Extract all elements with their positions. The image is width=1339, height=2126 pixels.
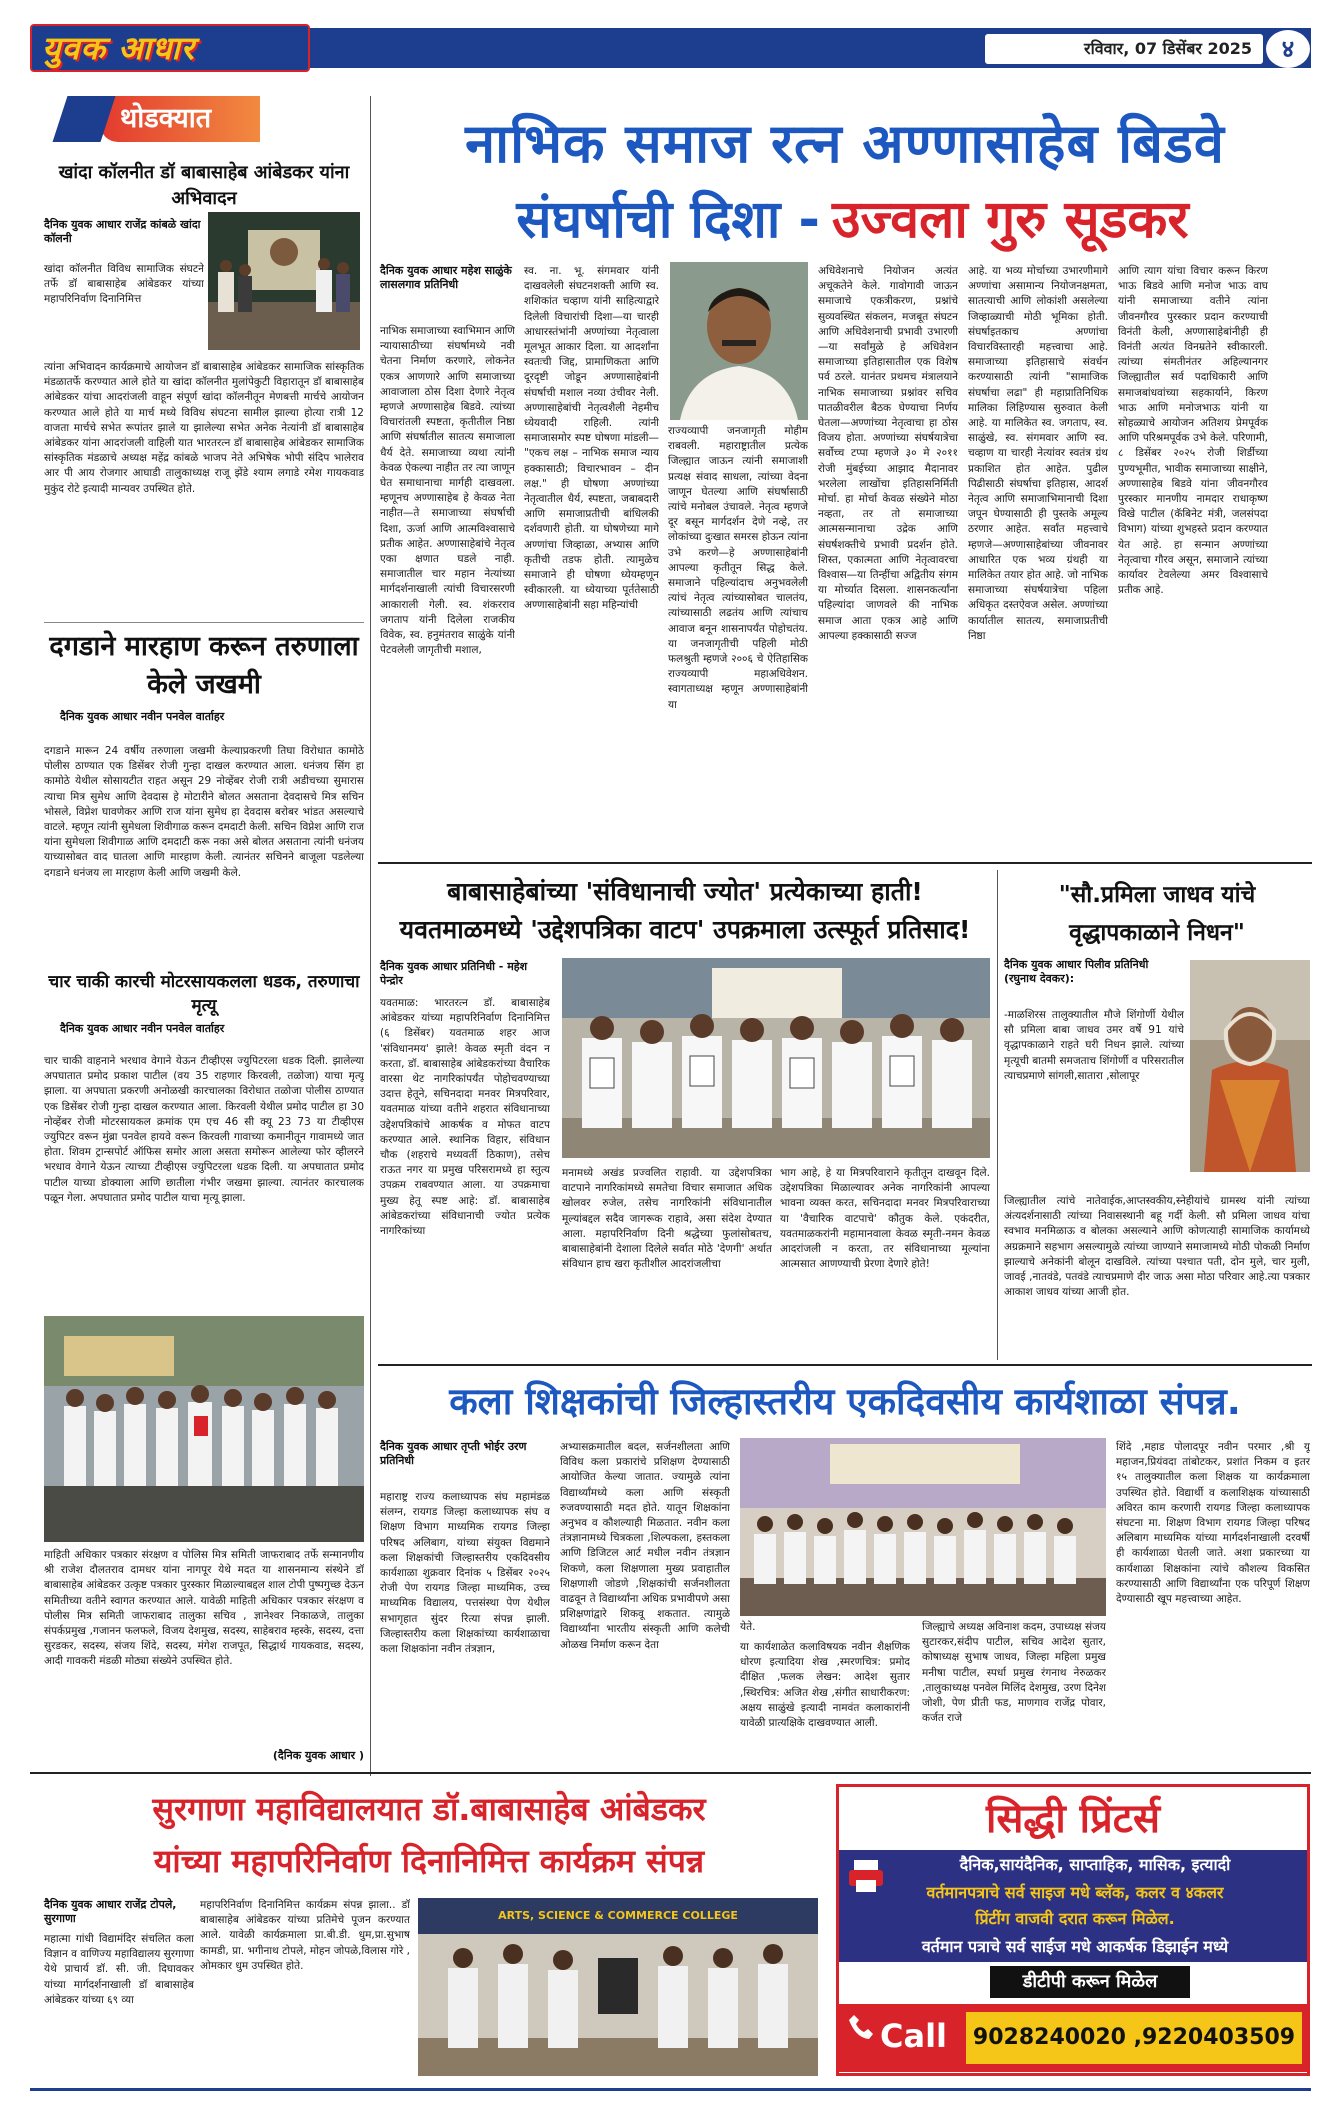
kala-photo xyxy=(740,1438,1106,1616)
page-number: ४ xyxy=(1266,30,1310,68)
sidebar-story3-body: चार चाकी वाहनाने भरधाव वेगाने येऊन टीव्हीएस ज्युपिटरला धडक दिली. झालेल्या अपघातात प्रमोद प्रकाश पाटील (वय 35 राहणार किरवली, तळोजा) याचा मृत्यू झाला. या अपघाता प्रकरणी अनोळखी कारचालका विरोधात तळोजा पोलीस ठाण्यात एक डिसेंबर रोजी गुन्हा दाखल करण्यात आला. किरवली येथील प्रमोद पाटील हा 30 नोव्हेंबर रोजी मोटरसायकल क्रमांक एम एच 46 सी क्यू 23 73 या टीव्हीएस ज्युपिटर वरून मुंब्रा पनवेल हायवे वरून किरवली गावाच्या कमानीतून गावामध्ये जात होता. शिवम ट्रान्सपोर्ट ऑफिस समोर आला असता समोरून आलेल्या फोर व्हीलरने भरधाव वेगाने येऊन त्याच्या टीव्हीएस ज्युपिटरला धडक दिली. या अपघातात प्रमोद पाटील याच्या डोक्याला आणि छातीला गंभीर जखमा झाल्या. त्यानंतर कारचालक पळून गेला. अपघातात प्रमोद पाटील याचा मृत्यू झाला. xyxy=(44,1055,364,1204)
sidebar-story1-photo xyxy=(208,212,360,350)
kala-col4: जिल्ह्याचे अध्यक्ष अविनाश कदम, उपाध्यक्ष संजय सुटारकर,संदीप पाटील, सचिव आदेश सुतार, कोषाध्यक्ष सुभाष जाधव, जिल्हा महिला प्रमुख मनीषा पाटील, स्पर्धा प्रमुख रंगनाथ नेरुळकर ,तालुकाध्यक्ष पनवेल मिलिंद देशमुख, उरण दिनेश जोशी, पेण प्रीती फड, माणगाव राजेंद्र पोवार, कर्जत राजे xyxy=(922,1621,1106,1725)
samvidhan-obit-rule xyxy=(997,870,998,1360)
lead-col6: आणि त्याग यांचा विचार करून किरण भाऊ बिडवे आणि मनोज भाऊ वाघ यांनी समाजाच्या वतीने त्यांना जीवनगौरव पुरस्कार प्रदान करण्याची विनंती केली, अण्णासाहेबांनीही ही विनंती अत्यंत विनम्रतेने स्वीकारली. त्यांच्या संमतीनंतर अहिल्यानगर जिल्ह्यातील सर्व पदाधिकारी आणि समाजबांधवांच्या सहकार्याने, किरण भाऊ आणि मनोजभाऊ यांनी या सोहळ्याचे आयोजन अतिशय प्रेमपूर्वक आणि परिश्रमपूर्वक उभे केले. परिणामी, ८ डिसेंबर २०२५ रोजी शिर्डीच्या पुण्यभूमीत, भावीक समाजाच्या साक्षीने, अण्णासाहेब बिडवे यांना जीवनगौरव पुरस्कार मानणीय नामदार राधाकृष्ण विखे पाटील (कॅबिनेट मंत्री, जलसंपदा विभाग) यांच्या शुभहस्ते प्रदान करण्यात येत आहे. हा सन्मान अण्णांच्या नेतृत्वाचा गौरव असून, समाजाने त्यांच्या कार्यावर टेवलेल्या अमर विश्वासाचे प्रतीक आहे. xyxy=(1118,265,1268,597)
sidebar-story4-credit: (दैनिक युवक आधार ) xyxy=(272,1749,364,1762)
phone-icon xyxy=(846,2012,876,2042)
samvidhan-headline-line1: बाबासाहेबांच्या 'संविधानाची ज्योत' प्रत्येकाच्या हाती! xyxy=(447,877,923,906)
advert-line2: वर्तमानपत्राचे सर्व साइज मधे ब्लॅक, कलर व ४कलर xyxy=(926,1883,1224,1902)
kala-col3: या कार्यशाळेत कलाविषयक नवीन शैक्षणिक धोरण इत्यादिया शेख ,स्मरणचित्र: प्रमोद दीक्षित ,फलक लेखन: आदेश सुतार ,स्थिरचित्र: अजित शेख ,संगीत साधारीकरण: अक्षय साळुंखे इत्यादी नामवंत कलाकारांनी यावेळी प्रात्यक्षिके दाखवण्यात आली. xyxy=(740,1641,910,1730)
sidebar-story4-photo xyxy=(44,1316,364,1542)
sidebar-story2-headline: दगडाने मारहाण करून तरुणाला केले जखमी xyxy=(49,631,359,700)
kala-col3-top: येते. xyxy=(740,1621,756,1633)
obituary-col-wide: जिल्ह्यातील त्यांचे नातेवाईक,आप्तस्वकीय,स्नेहीयांचे ग्रामस्थ यांनी त्यांच्या अंत्यदर्शनासाठी त्यांच्या निवासस्थानी बहू गर्दी केली. सौ प्रमिला जाधव यांचा स्वभाव मनमिळाऊ व बोलका असल्याने आणि कोणत्याही सामाजिक कार्यामध्ये अग्रक्रमाने सहभाग असल्यामुळे त्यांच्या जाण्याने समाजामध्ये मोठी पोकळी निर्माण झाल्याचे अनेकांनी बोलून दाखविले. त्यांच्या पश्चात पती, दोन मुले, चार मुली, जावई ,नातवंडे, पतवंडे त्याचप्रमाणे दीर जाऊ असा मोठा परिवार आहे.त्या पत्रकार आकाश जाधव यांच्या आजी होत. xyxy=(1004,1195,1310,1299)
kala-headline: कला शिक्षकांची जिल्हास्तरीय एकदिवसीय कार्यशाळा संपन्न. xyxy=(449,1380,1241,1423)
samvidhan-col1: यवतमाळ: भारतरत्न डॉ. बाबासाहेब आंबेडकर यांच्या महापरिनिर्वाण दिनानिमित्त (६ डिसेंबर) यवतमाळ शहर आज 'संविधानमय' झाले! केवळ स्मृती वंदन न करता, डॉ. बाबासाहेब आंबेडकरांच्या वैचारिक वारसा थेट नागरिकांपर्यंत पोहोचवण्याच्या उदात्त हेतूने, सचिनदादा मनवर मित्रपरिवार, यवतमाळ यांच्या वतीने शहरात संविधानाच्या उद्देशपत्रिकांचे आकर्षक व मोफत वाटप करण्यात आले. स्थानिक विहार, संविधान चौक (शहराचे मध्यवर्ती ठिकाण), तसेच राऊत नगर या प्रमुख परिसरामध्ये हा स्तुत्य उपक्रम राबवण्यात आला. या उपक्रमाचा मुख्य हेतू स्पष्ट आहे: डॉ. बाबासाहेब आंबेडकरांच्या संविधानाची ज्योत प्रत्येक नागरिकांच्या xyxy=(380,997,550,1238)
samvidhan-byline: दैनिक युवक आधार प्रतिनिधी - महेश पेन्द्रोर xyxy=(380,960,528,987)
samvidhan-headline-line2: यवतमाळमध्ये 'उद्देशपत्रिका वाटप' उपक्रमाला उत्स्फूर्त प्रतिसाद! xyxy=(399,915,971,944)
advert-title: सिद्धी प्रिंटर्स xyxy=(986,1796,1160,1842)
sidebar-story3-byline: दैनिक युवक आधार नवीन पनवेल वार्ताहर xyxy=(60,1022,225,1035)
lead-col1: नाभिक समाजाच्या स्वाभिमान आणि न्यायासाठीच्या संघर्षामध्ये नवी चेतना निर्माण करणारे, लोकनेत एकत्र आणणारे आणि समाजाच्या आवाजाला ठोस दिशा देणारे नेतृत्व म्हणजे अण्णासाहेब बिडवे. त्यांच्या विचारांतली स्पष्टता, कृतीतील निष्ठा आणि संघर्षातील सातत्य समाजाला धैर्य देते. समाजाच्या व्यथा त्यांनी केवळ ऐकल्या नाहीत तर त्या जाणून घेत समाधानाचा मार्गही दाखवला. म्हणूनच अण्णासाहेब हे केवळ नेता नाहीत—ते समाजाच्या संघर्षाची दिशा, ऊर्जा आणि आत्मविश्वासाचे प्रतीक आहेत. अण्णासाहेबांचे नेतृत्व एका क्षणात घडले नाही. समाजातील चार महान नेत्यांच्या मार्गदर्शनाखाली त्यांची विचारसरणी आकाराली गेली. स्व. शंकरराव जगताप यांनी दिलेला राजकीय विवेक, स्व. हनुमंतराव साळुंके यांनी पेटवलेली जागृतीची मशाल, xyxy=(380,325,515,657)
lead-portrait xyxy=(670,262,808,420)
sidebar-story2-byline: दैनिक युवक आधार नवीन पनवेल वार्ताहर xyxy=(60,710,225,723)
kala-col2: अभ्यासक्रमातील बदल, सर्जनशीलता आणि विविध कला प्रकारांचे प्रशिक्षण देण्यासाठी आयोजित केल्या जातात. ज्यामुळे त्यांना विद्यार्थ्यांमध्ये कला आणि संस्कृती रुजवण्यासाठी मदत होते. यातून शिक्षकांना अनुभव व कौशल्याही मिळतात. नवीन कला तंत्रज्ञानामध्ये चित्रकला ,शिल्पकला, हस्तकला आणि डिजिटल आर्ट मधील नवीन तंत्रज्ञान शिकणे, कला शिक्षणाला मुख्य प्रवाहातील शिक्षणाशी जोडणे ,शिक्षकांची सर्जनशीलता वाढवून ते विद्यार्थ्यांना अधिक प्रभावीपणे असा प्रशिक्षणांद्वारे शिकवू शकतात. त्यामुळे विद्यार्थ्यांना भारतीय संस्कृती आणि कलेची ओळख निर्माण करून देता xyxy=(560,1441,730,1651)
obituary-col-narrow: -माळशिरस तालुक्यातील मौजे शिंगोर्णी येथील सौ प्रमिला बाबा जाधव उमर वर्षे 91 यांचे वृद्धापकाळाने राहते घरी निधन झाले. त्यांच्या मृत्यूची बातमी समजताच शिंगोर्णी व परिसरातील त्याचप्रमाणे सांगली,सातारा ,सोलापूर xyxy=(1004,1009,1184,1082)
samvidhan-photo xyxy=(562,958,990,1158)
advert-line1: दैनिक,सायंदैनिक, साप्ताहिक, मासिक, इत्यादी xyxy=(959,1855,1231,1874)
lead-headline-line1: नाभिक समाज रत्न अण्णासाहेब बिडवे xyxy=(465,112,1225,175)
bottom-section-rule xyxy=(30,1772,1311,1774)
surgana-col2: महापरिनिर्वाण दिनानिमित्त कार्यक्रम संपन्न झाला.. डॉ बाबासाहेब आंबेडकर यांच्या प्रतिमेचे पूजन करण्यात आले. यावेळी कार्यक्रमाला प्रा.बी.डी. धुम,प्रा.सुभाष कामडी, प्रा. भगीनाथ टोपले, मोहन जोपळे,विलास गोरे , ओमकार धुम उपस्थित होते. xyxy=(200,1899,410,1972)
advert-line4: वर्तमान पत्राचे सर्व साईज मधे आकर्षक डिझाईन मध्ये xyxy=(921,1937,1229,1956)
obituary-portrait xyxy=(1190,960,1310,1172)
sidebar-section-label: थोडक्यात xyxy=(120,103,212,134)
kala-col5: शिंदे ,महाड पोलादपूर नवीन परमार ,श्री यू महाजन,प्रियंवदा तांबोटकर, प्रशांत निकम व इतर १५ तालुक्यातील कला शिक्षक या कार्यक्रमाला उपस्थित होते. विद्यार्थी व कलाशिक्षक यांच्यासाठी अविरत काम करणारी रायगड जिल्हा कलाध्यापक संघटना मा. शिक्षण विभाग रायगड जिल्हा परिषद अलिबाग माध्यमिक यांच्या मार्गदर्शनाखाली दरवर्षी ही कार्यशाळा घेतली जाते. अशा प्रकारच्या या कार्यशाळा शिक्षकांना त्यांचे कौशल्य विकसित करण्यासाठी आणि विद्यार्थ्यांना एक परिपूर्ण शिक्षण देण्यासाठी खूप महत्त्वाच्या आहेत. xyxy=(1116,1441,1310,1606)
footer-rule xyxy=(30,2088,1311,2091)
sidebar-column-rule xyxy=(370,96,371,1776)
surgana-byline: दैनिक युवक आधार राजेंद्र टोपले, सुरगाणा xyxy=(44,1898,177,1925)
surgana-col1: महात्मा गांधी विद्यामंदिर संचलित कला विज्ञान व वाणिज्य महाविद्यालय सुरगाणा येथे प्राचार्य डॉ. सी. जी. दिघावकर यांच्या मार्गदर्शनाखाली डॉ बाबासाहेब आंबेडकर यांच्या ६९ व्या xyxy=(44,1933,194,2006)
samvidhan-col2: मनामध्ये अखंड प्रज्वलित राहावी. या उद्देशपत्रिका वाटपाने नागरिकांमध्ये समतेचा विचार समाजात अधिक खोलवर रुजेल, तसेच नागरिकांनी संविधानातील मूल्यांबद्दल सदैव जागरूक राहावे, असा संदेश देण्यात आला. महापरिनिर्वाण दिनी श्रद्धेच्या फुलांसोबतच, बाबासाहेबांनी देशाला दिलेले सर्वात मोठे 'देणगी' अर्थात संविधान हाच खरा कृतीशील आदरांजलीचा xyxy=(562,1167,772,1271)
lead-col3: राज्यव्यापी जनजागृती मोहीम राबवली. महाराष्ट्रातील प्रत्येक जिल्ह्यात जाऊन त्यांनी समाजाशी प्रत्यक्ष संवाद साधला, त्यांच्या वेदना जाणून घेतल्या आणि संघर्षासाठी त्यांचे मनोबल उंचावले. नेतृत्व म्हणजे दूर बसून मार्गदर्शन देणे नव्हे, तर लोकांच्या दुःखात समरस होऊन त्यांना उभे करणे—हे अण्णासाहेबांनी आपल्या कृतीतून सिद्ध केले. समाजाने पहिल्यांदाच अनुभवलेली त्यांचं नेतृत्व त्यांच्यासोबत चालतंय, त्यांच्यासाठी लढतंय आणि त्यांचाच आवाज बनून शासनापर्यंत पोहोचतंय. या जनजागृतीची पहिली मोठी फलश्रुती म्हणजे २००६ चे ऐतिहासिक राज्यव्यापी महाअधिवेशन. स्वागताध्यक्ष म्हणून अण्णासाहेबांनी या xyxy=(668,425,808,711)
surgana-photo-banner: ARTS, SCIENCE & COMMERCE COLLEGE xyxy=(498,1909,738,1922)
masthead-logo-text: युवक आधार xyxy=(42,29,195,67)
advert-phones: 9028240020 ,9220403509 xyxy=(972,2025,1296,2050)
sidebar-divider-1 xyxy=(44,622,364,623)
lead-byline: दैनिक युवक आधार महेश साळुंके लासलगाव प्रतिनिधी xyxy=(380,264,512,291)
sidebar-story3-headline: चार चाकी कारची मोटरसायकलला धडक, तरुणाचा मृत्यू xyxy=(48,972,360,1016)
sidebar-story1-intro: खांदा कॉलनीत विविध सामाजिक संघटने तर्फे डॉ बाबासाहेब आंबेडकर यांच्या महापरिनिर्वाण दिनानिमित्त xyxy=(44,263,204,306)
kala-col1: महाराष्ट्र राज्य कलाध्यापक संघ महामंडळ संलग्न, रायगड जिल्हा कलाध्यापक संघ व शिक्षण विभाग माध्यमिक रायगड जिल्हा परिषद अलिबाग, यांच्या संयुक्त विद्यमाने कला शिक्षकांची जिल्हास्तरीय एकदिवसीय कार्यशाळा शुक्रवार दिनांक ५ डिसेंबर २०२५ रोजी पेण रायगड जिल्हा माध्यमिक, उच्च माध्यमिक विद्यालय, पत्तसंस्था पेण येथील सभागृहात सुंदर रित्या संपन्न झाली. जिल्हास्तरीय कला शिक्षकांच्या कार्यशाळाचा कला शिक्षकांना नवीन तंत्रज्ञान, xyxy=(380,1491,550,1656)
date-text: रविवार, 07 डिसेंबर 2025 xyxy=(1084,39,1252,58)
lead-headline-line2b: उज्वला गुरु सूडकर xyxy=(832,190,1189,250)
mid-rule xyxy=(378,1364,1312,1366)
advert-call-label: Call xyxy=(880,2017,948,2055)
obituary-byline: दैनिक युवक आधार पिलीव प्रतिनिधी (रघुनाथ देवकर): xyxy=(1004,958,1149,985)
surgana-headline-line1: सुरगाणा महाविद्यालयात डॉ.बाबासाहेब आंबेडकर xyxy=(152,1790,706,1828)
lead-bottom-rule xyxy=(378,862,1312,864)
lead-col4: अधिवेशनाचे नियोजन अत्यंत अचूकतेने केले. गावोगावी जाऊन समाजाचे एकत्रीकरण, प्रश्नांचे सुव्यवस्थित संकलन, मजबूत संघटन आणि अधिवेशनाची प्रभावी उभारणी—या सर्वांमुळे हे अधिवेशन समाजाच्या इतिहासातील एक विशेष पर्व ठरले. यानंतर प्रथमच मंत्रालयाने नाभिक समाजाच्या प्रश्नांवर सचिव पातळीवरील बैठक घेण्याचा निर्णय घेतला—अण्णांच्या नेतृत्वाचा हा ठोस विजय होता. अण्णांच्या संघर्षयात्रेचा सर्वोच्च टप्पा म्हणजे ३० मे २०११ रोजी मुंबईच्या आझाद मैदानावर भरलेला लाखोंचा इतिहासनिर्मिती मोर्चा. हा मोर्चा केवळ संख्येने मोठा नव्हता, तर तो समाजाच्या आत्मसन्मानाचा उद्रेक आणि संघर्षशक्तीचे प्रभावी प्रदर्शन होते. शिस्त, एकात्मता आणि नेतृत्वावरचा विश्वास—या तिन्हींचा अद्वितीय संगम या मोर्च्यात दिसला. शासनकर्त्यांना पहिल्यांदा जाणवले की नाभिक समाज आता एकत्र आहे आणि आपल्या हक्कासाठी सज्ज xyxy=(818,265,958,642)
advert-line3: प्रिंटींग वाजवी दरात करून मिळेल. xyxy=(975,1909,1175,1928)
sidebar-story1-byline: दैनिक युवक आधार राजेंद्र कांबळे खांदा कॉलनी xyxy=(44,218,201,245)
kala-byline: दैनिक युवक आधार तृप्ती भोईर उरण प्रतिनिधी xyxy=(380,1440,527,1467)
sidebar-story2-body: दगडाने मारून 24 वर्षीय तरुणाला जखमी केल्याप्रकरणी तिघा विरोधात कामोठे पोलीस ठाण्यात एक डिसेंबर रोजी गुन्हा दाखल करण्यात आला. धनंजय सिंग हा कामोठे येथील सोसायटीत राहत असून 29 नोव्हेंबर रोजी रात्री अडीचच्या सुमारास त्याचा मित्र सुमेध आणि देवदास हे मोटारीने बोलत असताना देवदासचे मित्र सचिन भोसले, विप्नेश घावणेकर आणि राज यांना सुमेध हा देवदास बरोबर भांडत असल्याचे वाटले. म्हणून त्यांनी सुमेधला शिवीगाळ करून दमदाटी केली. सचिन विप्नेश आणि राज यांना सुमेधला शिवीगाळ आणि दमदाटी करू नका असे बोलत असताना त्यांनी धनंजय याच्यासोबत वाद घातला आणि मारहाण केली. त्यानंतर सचिनने बाजूला पडलेल्या दगडाने धनंजय ला मारहाण केली आणि जखमी केले. xyxy=(44,745,364,879)
advert-line5: डीटीपी करून मिळेल xyxy=(990,1966,1190,1998)
samvidhan-col3: भाग आहे, हे या मित्रपरिवाराने कृतीतून दाखवून दिले. उद्देशपत्रिका मिळाल्यावर अनेक नागरिकांनी आपल्या भावना व्यक्त करत, सचिनदादा मनवर मित्रपरिवाराच्या या 'वैचारिक वाटपाचे' कौतुक केले. एकंदरीत, यवतमाळकरांनी महामानवाला केवळ स्मृती-नमन केवळ आदरांजली न करता, तर संविधानाच्या मूल्यांना आत्मसात आणण्याची प्रेरणा देणारे होते! xyxy=(780,1167,990,1271)
surgana-headline-line2: यांच्या महापरिनिर्वाण दिनानिमित्त कार्यक्रम संपन्न xyxy=(153,1842,705,1880)
sidebar-story1-body: त्यांना अभिवादन कार्यक्रमाचे आयोजन डॉ बाबासाहेब आंबेडकर सामाजिक सांस्कृतिक मंडळातर्फे करण्यात आले होते या खांदा कॉलनीत मुलांपेकुटी विहारातून डॉ बाबासाहेब आंबेडकर यांचा आदरांजली वाहून संपूर्ण खांदा कॉलनीतून मेणबत्ती मार्चचे आयोजन करण्यात आले होते या मार्च मध्ये विविध संघटना सामील झाल्या होत्या रात्री 12 वाजता मार्चचे सभेत रूपांतर झाले या झालेल्या सभेत अनेक नेत्यांनी डॉ बाबासाहेब आंबेडकर यांना आदरांजली वाहिली यात भारतरत्न डॉ बाबासाहेब आंबेडकर सामाजिक सांस्कृतिक मंडळाचे अध्यक्ष महेंद्र कांबळे भाजप नेते अभिषेक भोपी संदिप भालेराव आर पी आय रोजगार आघाडी तालुकाध्यक्ष राजू झेंडे श्याम लगाडे रमेश गायकवाड मुकुंद रोटे इत्यादी मान्यवर उपस्थित होते. xyxy=(44,361,364,495)
lead-col5: आहे. या भव्य मोर्चाच्या उभारणीमागे अण्णांचा असामान्य नियोजनक्षमता, सातत्याची आणि लोकांशी असलेल्या जिव्हाळ्याची मोठी भूमिका होती. संघर्षाइतकाच अण्णांचा विचारविस्तारही महत्त्वाचा आहे. समाजाच्या इतिहासाचे संवर्धन करण्यासाठी त्यांनी "सामाजिक संघर्षाचा लढा" ही महाप्रातिनिधिक मालिका लिहिण्यास सुरुवात केली आहे. या मालिकेत स्व. जगताप, स्व. साळुंखे, स्व. संगमवार आणि स्व. चव्हाण या चारही नेत्यांवर स्वतंत्र ग्रंथ प्रकाशित होत आहेत. पुढील पिढीसाठी संघर्षाचा इतिहास, आदर्श नेतृत्व आणि समाजाभिमानाची दिशा जपून घेण्यासाठी ही पुस्तके अमूल्य ठरणार आहेत. सर्वांत महत्त्वाचे म्हणजे—अण्णासाहेबांच्या जीवनावर आधारित एक भव्य ग्रंथही या मालिकेत तयार होत आहे. जो नाभिक समाजाच्या संघर्षयात्रेचा पहिला अधिकृत दस्तऐवज असेल. अण्णांच्या कार्यातील सातत्य, समाजाप्रतीची निष्ठा xyxy=(968,265,1108,642)
lead-headline-line2a: संघर्षाची दिशा - xyxy=(516,190,820,250)
sidebar-story4-body: माहिती अधिकार पत्रकार संरक्षण व पोलिस मित्र समिती जाफराबाद तर्फे सन्मानणीय श्री राजेश दौलतराव दामधर यांना नागपूर येथे मदत या शासनमान्य संस्थेने डॉ बाबासाहेब आंबेडकर उत्कृष्ट पत्रकार पुरस्कार मिळाल्याबद्दल शाल टोपी पुष्पगुच्छ देऊन समितीच्या वतीने स्वागत करण्यात आले. यावेळी माहिती अधिकार पत्रकार संरक्षण व पोलीस मित्र समिती जाफराबाद तालुका सचिव , ज्ञानेश्वर निकाळजे, तालुका संपर्कप्रमुख ,गजानन फलफले, विजय देशमुख, सदस्य, साहेबराव म्हस्के, सदस्य, दत्ता सुरडकर, सदस्य, संजय शिंदे, सदस्य, मंगेश राजपूत, सिद्धार्थ गायकवाड, सदस्य, आदी गावकरी मंडळी मोठ्या संख्येने उपस्थित होते. xyxy=(44,1549,364,1668)
lead-col2: स्व. ना. भू. संगमवार यांनी दाखवलेली संघटनशक्ती आणि स्व. शशिकांत चव्हाण यांनी साहित्याद्वारे दिलेली विचारांची दिशा—या चारही आधारस्तंभांनी अण्णांच्या नेतृत्वाला मूलभूत आकार दिला. या आदर्शांना स्वतःची जिद्द, प्रामाणिकता आणि दूरदृष्टी जोडून अण्णासाहेबांनी संघर्षाची मशाल नव्या उंचीवर नेली. अण्णासाहेबांची नेतृत्वशैली नेहमीच ध्येयवादी राहिली. त्यांनी समाजासमोर स्पष्ट घोषणा मांडली— "एकच लक्ष – नाभिक समाज न्याय हक्कासाठी; विचारभावन – दीन लक्ष." ही घोषणा अण्णांच्या नेतृत्वातील धैर्य, स्पष्टता, जबाबदारी आणि समाजाप्रतीची बांधिलकी दर्शवणारी होती. या घोषणेच्या मागे अण्णांचा जिव्हाळा, अभ्यास आणि कृतीची तडफ होती. त्यामुळेच समाजाने ही घोषणा ध्येयम्हणून स्वीकारली. या ध्येयाच्या पूर्ततेसाठी अण्णासाहेबांनी सहा महिन्यांची xyxy=(524,265,659,612)
sidebar-story1-headline: खांदा कॉलनीत डॉ बाबासाहेब आंबेडकर यांना अभिवादन xyxy=(58,162,350,209)
obituary-headline: "सौ.प्रमिला जाधव यांचे वृद्धापकाळाने निधन" xyxy=(1058,882,1256,946)
